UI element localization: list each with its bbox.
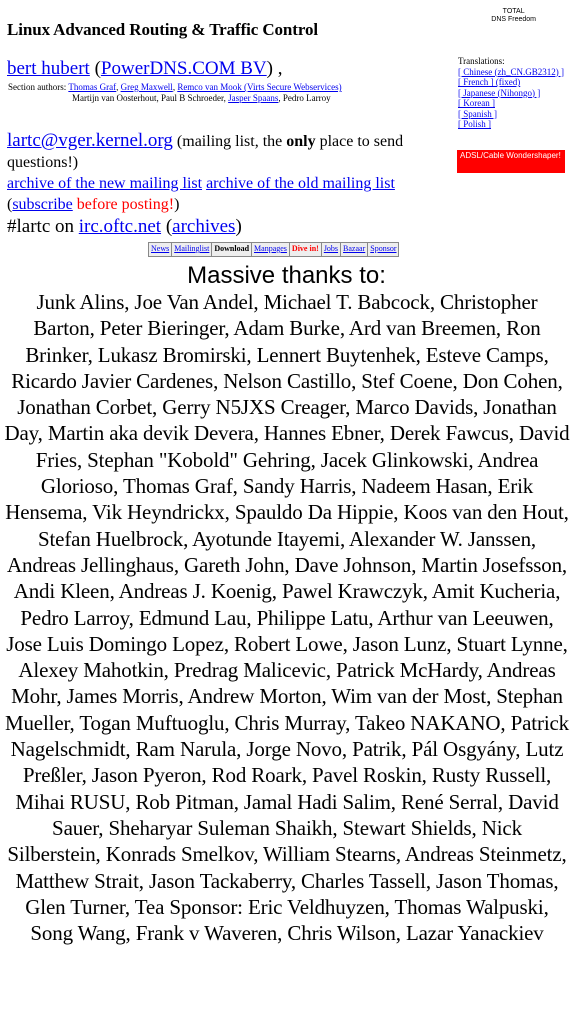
mailing-text: place to send questions!) xyxy=(7,133,404,171)
badge-line-1: TOTAL xyxy=(502,8,525,15)
nav-news[interactable]: News xyxy=(149,243,172,256)
nav-bar xyxy=(148,242,399,257)
thanks-heading: Massive thanks to: xyxy=(187,262,386,289)
archive-new-link[interactable]: archive of the new mailing list xyxy=(7,175,203,192)
nav-sponsor[interactable]: Sponsor xyxy=(370,244,397,253)
authors-trailing: , xyxy=(272,58,283,79)
translation-link-french[interactable]: [ French ] (fixed) xyxy=(458,77,521,87)
main-authors: bert hubert (PowerDNS.COM BV) , xyxy=(7,58,283,79)
nav-bazaar[interactable]: Bazaar xyxy=(341,243,368,256)
section-authors-text: , Pedro Larroy xyxy=(278,93,331,103)
archive-old-link[interactable]: archive of the old mailing list xyxy=(206,175,395,192)
translation-link-japanese[interactable]: [ Japanese (Nihongo) ] xyxy=(458,87,541,98)
mailing-list-section: lartc@vger.kernel.org (mailing list, the only place to send questions!) archive of the new mailing list archive of the old mailing list (subscribe before posting!) xyxy=(7,130,404,213)
org-link-powerdns[interactable]: PowerDNS.COM BV xyxy=(100,58,267,79)
author-link-bert-hubert[interactable]: bert hubert xyxy=(7,58,90,79)
irc-line: #lartc on irc.oftc.net (archives) xyxy=(7,216,242,237)
badge-line-2: DNS Freedom xyxy=(491,16,536,23)
subscribe-link[interactable]: subscribe xyxy=(12,196,73,213)
wondershaper-ad[interactable]: ADSL/Cable Wondershaper! xyxy=(457,150,565,173)
section-authors: Section authors: Thomas Graf, Greg Maxwell, Remco van Mook (Virts Secure Webservices) Martijn van Oosterhout, Paul B Schroeder, Jasper Spaans, Pedro Larroy xyxy=(8,82,342,103)
nav-dive-in[interactable]: Dive in! xyxy=(290,243,322,256)
mailing-text: (mailing list, the xyxy=(172,133,287,150)
translation-link-chinese[interactable]: [ Chinese (zh_CN.GB2312) ] xyxy=(458,66,564,77)
only-emphasis: only xyxy=(286,133,316,150)
translations-box xyxy=(458,56,566,130)
section-author-link[interactable]: Thomas Graf xyxy=(68,82,117,92)
translation-link-polish[interactable]: [ Polish ] xyxy=(458,119,492,129)
irc-archives-link[interactable]: archives xyxy=(172,216,236,237)
translation-link-spanish[interactable]: [ Spanish ] xyxy=(458,108,497,119)
nav-download[interactable]: Download xyxy=(212,243,252,256)
section-authors-label: Section authors: xyxy=(8,82,67,92)
page-title: Linux Advanced Routing & Traffic Control xyxy=(7,20,319,39)
nav-mailinglist[interactable]: Mailinglist xyxy=(172,243,212,256)
mailing-list-address-link[interactable]: lartc@vger.kernel.org xyxy=(7,130,173,151)
thanks-names-list: Junk Alins, Joe Van Andel, Michael T. Babcock, Christopher Barton, Peter Bieringer, Adam Burke, Ard van Breemen, Ron Brinker, Lukasz Bromirski, Lennert Buytenhek, Esteve Camps, Ricardo Javier Cardenes, Nelson Castillo, Stef Coene, Don Cohen, Jonathan Corbet, Gerry N5JXS Creager, Marco Davids, Jonathan Day, Martin aka devik Devera, Hannes Ebner, Derek Fawcus, David Fries, Stephan "Kobold" Gehring, Jacek Glinkowski, Andrea Glorioso, Thomas Graf, Sandy Harris, Nadeem Hasan, Erik Hensema, Vik Heyndrickx, Spauldo Da Hippie, Koos van den Hout, Stefan Huelbrock, Ayotunde Itayemi, Alexander W. Janssen, Andreas Jellinghaus, Gareth John, Dave Johnson, Martin Josefsson, Andi Kleen, Andreas J. Koenig, Pawel Krawczyk, Amit Kucheria, Pedro Larroy, Edmund Lau, Philippe Latu, Arthur van Leeuwen, Jose Luis Domingo Lopez, Robert Lowe, Jason Lunz, Stuart Lynne, Alexey Mahotkin, Predrag Malicevic, Patrick McHardy, Andreas Mohr, James Morris, Andrew Morton, Wim van der Most, Stephan Mueller, Togan Muftuoglu, Chris Murray, Takeo NAKANO, Patrick Nagelschmidt, Ram Narula, Jorge Novo, Patrik, Pál Osgyány, Lutz Preßler, Jason Pyeron, Rod Roark, Pavel Roskin, Rusty Russell, Mihai RUSU, Rob Pitman, Jamal Hadi Salim, René Serral, David Sauer, Sheharyar Suleman Shaikh, Stewart Shields, Nick Silberstein, Konrads Smelkov, William Stearns, Andreas Steinmetz, Matthew Strait, Jason Tackaberry, Charles Tassell, Jason Thomas, Glen Turner, Tea Sponsor: Eric Veldhuyzen, Thomas Walpuski, Song Wang, Frank v Waveren, Chris Wilson, Lazar Yanackiev xyxy=(4,290,570,946)
section-author-link[interactable]: Jasper Spaans xyxy=(228,93,279,103)
translation-link-korean[interactable]: [ Korean ] xyxy=(458,98,495,108)
nav-jobs[interactable]: Jobs xyxy=(322,243,341,256)
dns-freedom-badge[interactable] xyxy=(491,8,536,24)
irc-server-link[interactable]: irc.oftc.net xyxy=(78,216,162,237)
irc-channel-text: #lartc on xyxy=(7,216,79,237)
section-authors-text: Martijn van Oosterhout, Paul B Schroeder, xyxy=(72,93,226,103)
translations-label: Translations: xyxy=(458,56,505,66)
section-author-link[interactable]: Remco van Mook (Virts Secure Webservices) xyxy=(177,82,342,92)
section-author-link[interactable]: Greg Maxwell xyxy=(120,82,173,92)
before-posting-text: before posting! xyxy=(72,196,175,213)
nav-manpages[interactable]: Manpages xyxy=(252,243,290,256)
